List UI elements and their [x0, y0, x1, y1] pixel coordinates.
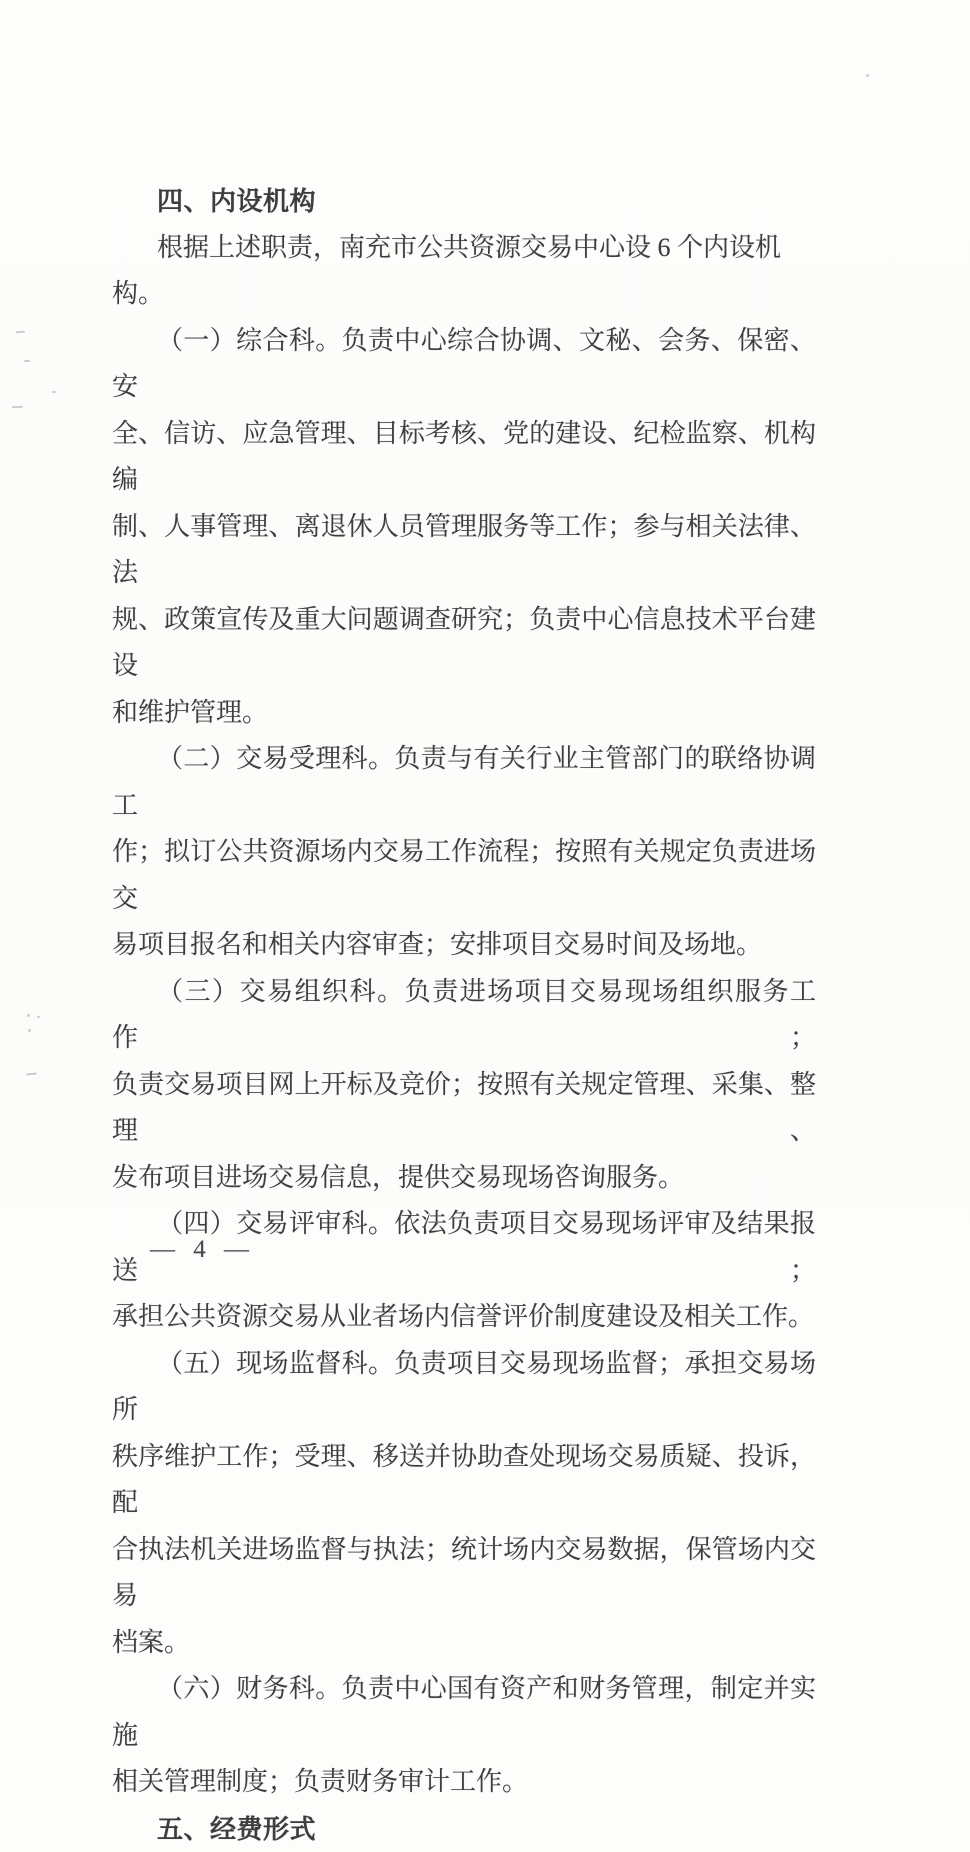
scan-speck	[866, 74, 869, 77]
page-number: — 4 —	[150, 1236, 255, 1264]
doc-line: 负责交易项目网上开标及竞价；按照有关规定管理、采集、整理、	[112, 1062, 816, 1155]
heading-section-five: 五、经费形式	[112, 1806, 816, 1852]
scan-speck	[26, 1073, 37, 1076]
scan-speck	[12, 406, 23, 409]
doc-line: 合执法机关进场监督与执法；统计场内交易数据，保管场内交易	[112, 1527, 816, 1620]
scan-speck	[37, 1016, 40, 1018]
doc-line: 制、人事管理、离退休人员管理服务等工作；参与相关法律、法	[112, 504, 816, 597]
doc-line-intro: 根据上述职责，南充市公共资源交易中心设 6 个内设机构。	[112, 225, 816, 318]
doc-line-dept5-start: （五）现场监督科。负责项目交易现场监督；承担交易场所	[112, 1341, 816, 1434]
doc-line-dept3-end: 发布项目进场交易信息，提供交易现场咨询服务。	[112, 1155, 816, 1202]
scan-speck	[24, 360, 30, 362]
doc-line-dept6-start: （六）财务科。负责中心国有资产和财务管理，制定并实施	[112, 1666, 816, 1759]
heading-section-four: 四、内设机构	[112, 178, 816, 225]
scan-speck	[28, 1029, 31, 1032]
scan-speck	[16, 331, 25, 334]
doc-line-dept4-end: 承担公共资源交易从业者场内信誉评价制度建设及相关工作。	[112, 1294, 816, 1341]
doc-line: 全、信访、应急管理、目标考核、党的建设、纪检监察、机构编	[112, 411, 816, 504]
doc-line: 作；拟订公共资源场内交易工作流程；按照有关规定负责进场交	[112, 829, 816, 922]
doc-line-dept2-end: 易项目报名和相关内容审查；安排项目交易时间及场地。	[112, 922, 816, 969]
scan-speck	[52, 391, 56, 393]
doc-line-dept5-end: 档案。	[112, 1620, 816, 1667]
doc-line: 秩序维护工作；受理、移送并协助查处现场交易质疑、投诉，配	[112, 1434, 816, 1527]
document-body	[112, 178, 816, 1852]
doc-line-dept2-start: （二）交易受理科。负责与有关行业主管部门的联络协调工	[112, 736, 816, 829]
doc-line: 规、政策宣传及重大问题调查研究；负责中心信息技术平台建设	[112, 597, 816, 690]
doc-line-dept1-end: 和维护管理。	[112, 690, 816, 737]
doc-line-dept4-start: （四）交易评审科。依法负责项目交易现场评审及结果报送；	[112, 1201, 816, 1294]
doc-line-dept3-start: （三）交易组织科。负责进场项目交易现场组织服务工作；	[112, 969, 816, 1062]
doc-line-dept6-end: 相关管理制度；负责财务审计工作。	[112, 1759, 816, 1806]
scan-speck	[27, 1014, 30, 1017]
doc-line-dept1-start: （一）综合科。负责中心综合协调、文秘、会务、保密、安	[112, 318, 816, 411]
